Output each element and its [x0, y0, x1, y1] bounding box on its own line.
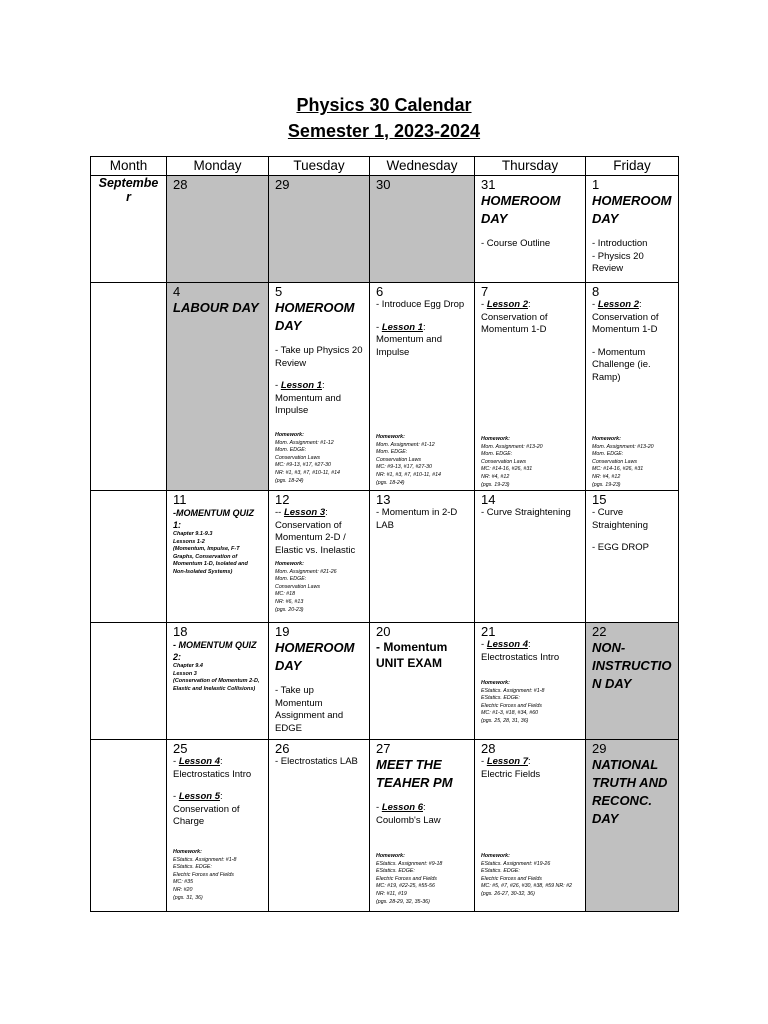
homework-line: Conservation Laws	[275, 454, 321, 461]
homework-line: (pgs. 28-29, 32, 35-36)	[376, 898, 430, 905]
day-note: - Course Outline	[481, 238, 551, 249]
day-number: 14	[481, 492, 496, 507]
day-note: - Electrostatics LAB	[275, 756, 358, 767]
day-cell	[475, 740, 586, 912]
header-tuesday: Tuesday	[269, 157, 370, 176]
day-cell	[370, 623, 475, 740]
day-number: 29	[592, 741, 607, 756]
day-number: 21	[481, 624, 496, 639]
homework-heading: Homework:	[275, 432, 304, 438]
lesson-line: - Lesson 1:	[376, 321, 426, 333]
homework-line: EStatics. EDGE:	[481, 695, 520, 702]
homework-line: Mom. Assignment: #21-26	[275, 568, 337, 575]
lesson-link: Lesson 3	[283, 507, 326, 518]
day-number: 13	[376, 492, 391, 507]
homework-line: MC: #9-13, #17, #27-30	[275, 462, 331, 469]
day-cell	[586, 283, 679, 491]
homework-block	[376, 434, 468, 487]
day-cell	[167, 623, 269, 740]
day-note: - Take up Momentum Assignment and EDGE	[275, 685, 344, 734]
lesson-line: - Lesson 5:	[173, 791, 223, 802]
homework-line: (pgs. 19-23)	[592, 481, 621, 488]
homework-line: NR: #11, #19	[376, 890, 407, 897]
semester-subtitle: Semester 1, 2023-2024	[287, 121, 481, 141]
day-cell	[586, 491, 679, 623]
homework-line: NR: #4, #12	[592, 473, 621, 480]
day-number: 12	[275, 492, 290, 507]
homework-block	[481, 853, 579, 899]
day-note: - Take up Physics 20 Review	[275, 345, 363, 369]
event-title: HOMEROOM DAY	[275, 300, 355, 333]
day-number: 7	[481, 284, 489, 299]
header-month: Month	[91, 157, 167, 176]
day-cell	[586, 623, 679, 740]
quiz-detail: Elastic and Inelastic Collisions)	[173, 685, 256, 692]
lesson-line: - Lesson 4:	[173, 756, 223, 767]
day-number: 28	[173, 177, 188, 192]
homework-line: NR: #4, #12	[481, 473, 510, 480]
lesson-link: Lesson 2	[486, 299, 528, 310]
lesson-topic: Electric Fields	[481, 768, 541, 780]
lesson-line: -- Lesson 3:	[275, 507, 328, 518]
calendar-title: Physics 30 Calendar	[296, 95, 472, 115]
header-wednesday: Wednesday	[370, 157, 475, 176]
homework-line: Mom. EDGE:	[275, 576, 307, 583]
day-cell	[475, 176, 586, 283]
month-label: Septembe r	[91, 176, 167, 283]
homework-line: Electric Forces and Fields	[481, 875, 542, 882]
day-number: 26	[275, 741, 290, 756]
homework-block	[481, 680, 579, 726]
day-number: 4	[173, 284, 181, 299]
day-cell	[475, 491, 586, 623]
homework-line: MC: #14-16, #26, #31	[481, 466, 533, 473]
homework-heading: Homework:	[376, 434, 405, 440]
homework-line: EStatics. Assignment: #1-8	[481, 687, 545, 694]
quiz-detail: Chapter 9.4	[173, 663, 203, 669]
homework-line: Conservation Laws	[275, 583, 321, 590]
day-note: - Physics 20 Review	[592, 250, 644, 274]
homework-line: Mom. Assignment: #1-12	[275, 439, 334, 446]
week-row	[91, 491, 679, 623]
homework-line: NR: #1, #3, #7, #10-11, #14	[376, 471, 441, 478]
day-note: - Momentum Challenge (ie. Ramp)	[592, 346, 651, 383]
homework-line: EStatics. EDGE:	[173, 864, 212, 871]
lesson-topic: Conservation of Momentum 1-D	[592, 311, 659, 335]
lesson-link: Lesson 6	[381, 802, 423, 813]
homework-line: MC: #18	[275, 591, 296, 598]
homework-line: Mom. EDGE:	[592, 451, 624, 458]
homework-line: Electric Forces and Fields	[376, 875, 437, 882]
quiz-detail: Chapter 9.1-9.3	[173, 531, 213, 537]
homework-line: EStatics. Assignment: #19-26	[481, 860, 551, 867]
homework-line: Mom. Assignment: #1-12	[376, 441, 435, 448]
homework-line: MC: #19, #22-25, #55-56	[376, 883, 435, 890]
week-row	[91, 623, 679, 740]
homework-line: Mom. EDGE:	[275, 447, 307, 454]
homework-line: MC: #1-3, #18, #34, #60	[481, 710, 539, 717]
day-note: - Curve Straightening	[481, 507, 571, 518]
lesson-link: Lesson 2	[597, 299, 639, 310]
lesson-line: - Lesson 2:	[481, 299, 531, 310]
event-title: NATIONAL TRUTH AND RECONC. DAY	[592, 757, 668, 826]
quiz-title: -MOMENTUM QUIZ 1:	[173, 508, 254, 530]
day-cell	[269, 283, 370, 491]
homework-line: (pgs. 31, 36)	[173, 894, 203, 901]
quiz-detail: Momentum 1-D, Isolated and	[173, 561, 248, 567]
quiz-detail: Lesson 3	[173, 670, 197, 677]
day-number: 29	[275, 177, 290, 192]
homework-line: EStatics. EDGE:	[481, 868, 520, 875]
homework-line: NR: #20	[173, 886, 193, 893]
homework-line: Mom. Assignment: #13-20	[592, 443, 654, 450]
homework-heading: Homework:	[275, 561, 304, 567]
lesson-link: Lesson 4	[486, 639, 528, 650]
homework-line: (pgs. 26-27, 30-32, 36)	[481, 890, 535, 897]
homework-block	[275, 432, 363, 485]
homework-line: MC: #5, #7, #26, #30, #38, #59 NR: #2	[481, 883, 572, 890]
event-title: LABOUR DAY	[173, 300, 259, 315]
lesson-topic: Momentum and Impulse	[376, 334, 443, 358]
day-cell	[167, 491, 269, 623]
homework-heading: Homework:	[481, 853, 510, 859]
day-cell	[586, 176, 679, 283]
day-note: - Curve Straightening	[592, 507, 648, 531]
lesson-topic: Conservation of Momentum 2-D / Elastic vs. Inelastic	[275, 519, 356, 556]
homework-block	[275, 561, 363, 614]
month-cell	[91, 491, 167, 623]
month-cell	[91, 623, 167, 740]
homework-heading: Homework:	[592, 436, 621, 442]
week-row	[91, 283, 679, 491]
lesson-line: - Lesson 2:	[592, 299, 642, 310]
homework-line: EStatics. Assignment: #1-8	[173, 856, 237, 863]
homework-line: Electric Forces and Fields	[173, 871, 234, 878]
lesson-topic: Conservation of Momentum 1-D	[481, 311, 548, 335]
homework-line: MC: #14-16, #26, #31	[592, 466, 644, 473]
day-note: - Introduce Egg Drop	[376, 299, 465, 310]
day-number: 20	[376, 624, 391, 639]
day-cell	[370, 491, 475, 623]
day-number: 27	[376, 741, 391, 756]
homework-line: Mom. EDGE:	[481, 451, 513, 458]
day-cell	[586, 740, 679, 912]
day-number: 28	[481, 741, 496, 756]
homework-line: (pgs. 18-24)	[275, 477, 304, 484]
homework-line: (pgs. 19-23)	[481, 481, 510, 488]
homework-line: MC: #35	[173, 879, 194, 886]
header-row	[91, 157, 679, 176]
homework-block	[376, 853, 468, 906]
homework-block	[173, 849, 262, 902]
day-cell	[269, 740, 370, 912]
day-cell	[475, 623, 586, 740]
day-note: - Introduction	[592, 238, 648, 249]
homework-heading: Homework:	[173, 849, 202, 855]
day-cell	[167, 176, 269, 283]
homework-heading: Homework:	[481, 436, 510, 442]
day-cell	[269, 491, 370, 623]
lesson-link: Lesson 1	[280, 380, 322, 391]
day-cell	[475, 283, 586, 491]
lesson-topic: Conservation of Charge	[173, 803, 240, 827]
lesson-topic: Coulomb's Law	[376, 814, 441, 826]
day-cell	[167, 283, 269, 491]
lesson-link: Lesson 5	[178, 791, 220, 802]
day-number: 25	[173, 741, 188, 756]
homework-line: (pgs. 18-24)	[376, 479, 405, 486]
event-title: NON-INSTRUCTIO N DAY	[592, 640, 672, 691]
homework-line: NR: #1, #3, #7, #10-11, #14	[275, 469, 340, 476]
lesson-topic: Momentum and Impulse	[275, 392, 342, 416]
month-cell	[91, 740, 167, 912]
quiz-detail: Non-Isolated Systems)	[173, 568, 233, 575]
header-monday: Monday	[167, 157, 269, 176]
calendar-table	[90, 156, 679, 912]
quiz-detail: Lessons 1-2	[173, 538, 205, 545]
day-number: 11	[173, 492, 187, 507]
homework-line: Conservation Laws	[376, 456, 422, 463]
day-number: 31	[481, 177, 496, 192]
event-title: HOMEROOM DAY	[481, 193, 561, 226]
week-row	[91, 740, 679, 912]
homework-line: Mom. EDGE:	[376, 449, 408, 456]
homework-line: EStatics. Assignment: #9-18	[376, 860, 443, 867]
homework-line: Conservation Laws	[592, 458, 638, 465]
day-number: 5	[275, 284, 283, 299]
homework-line: Electric Forces and Fields	[481, 702, 542, 709]
day-cell	[269, 623, 370, 740]
day-number: 15	[592, 492, 607, 507]
lesson-line: - Lesson 7:	[481, 756, 531, 767]
day-cell	[269, 176, 370, 283]
day-cell	[370, 283, 475, 491]
day-number: 30	[376, 177, 391, 192]
week-row	[91, 176, 679, 283]
event-title: MEET THE TEAHER PM	[376, 757, 453, 790]
day-number: 8	[592, 284, 600, 299]
homework-block	[481, 436, 579, 489]
event-title: - Momentum UNIT EXAM	[376, 640, 448, 670]
quiz-detail: (Momentum, Impulse, F-T	[173, 546, 240, 552]
day-cell	[167, 740, 269, 912]
day-number: 18	[173, 624, 188, 639]
event-title: HOMEROOM DAY	[592, 193, 672, 226]
day-note: - Momentum in 2-D LAB	[376, 507, 458, 531]
lesson-link: Lesson 7	[486, 756, 528, 767]
homework-line: Conservation Laws	[481, 458, 527, 465]
lesson-topic: Electrostatics Intro	[481, 651, 560, 663]
homework-line: MC: #9-13, #17, #27-30	[376, 464, 432, 471]
header-thursday: Thursday	[475, 157, 586, 176]
day-cell	[370, 740, 475, 912]
lesson-line: - Lesson 1:	[275, 380, 325, 391]
quiz-detail: Graphs, Conservation of	[173, 553, 238, 560]
day-cell	[370, 176, 475, 283]
event-title: HOMEROOM DAY	[275, 640, 355, 673]
lesson-line: - Lesson 6:	[376, 802, 426, 813]
lesson-line: - Lesson 4:	[481, 639, 531, 650]
header-friday: Friday	[586, 157, 679, 176]
homework-block	[592, 436, 672, 489]
lesson-link: Lesson 1	[381, 321, 423, 333]
day-note: - EGG DROP	[592, 542, 650, 553]
day-number: 6	[376, 284, 384, 299]
lesson-link: Lesson 4	[178, 756, 220, 767]
quiz-title: - MOMENTUM QUIZ 2:	[173, 640, 257, 662]
day-number: 1	[592, 177, 600, 192]
homework-heading: Homework:	[376, 853, 405, 859]
month-cell	[91, 283, 167, 491]
homework-line: (pgs. 20-23)	[275, 606, 304, 613]
homework-line: Mom. Assignment: #13-20	[481, 443, 543, 450]
homework-heading: Homework:	[481, 680, 510, 686]
day-number: 22	[592, 624, 607, 639]
day-number: 19	[275, 624, 290, 639]
lesson-topic: Electrostatics Intro	[173, 768, 252, 780]
quiz-detail: (Conservation of Momentum 2-D,	[173, 678, 260, 684]
homework-line: NR: #6, #13	[275, 598, 304, 605]
homework-line: EStatics. EDGE:	[376, 868, 415, 875]
homework-line: (pgs. 25, 28, 31, 36)	[481, 717, 529, 724]
